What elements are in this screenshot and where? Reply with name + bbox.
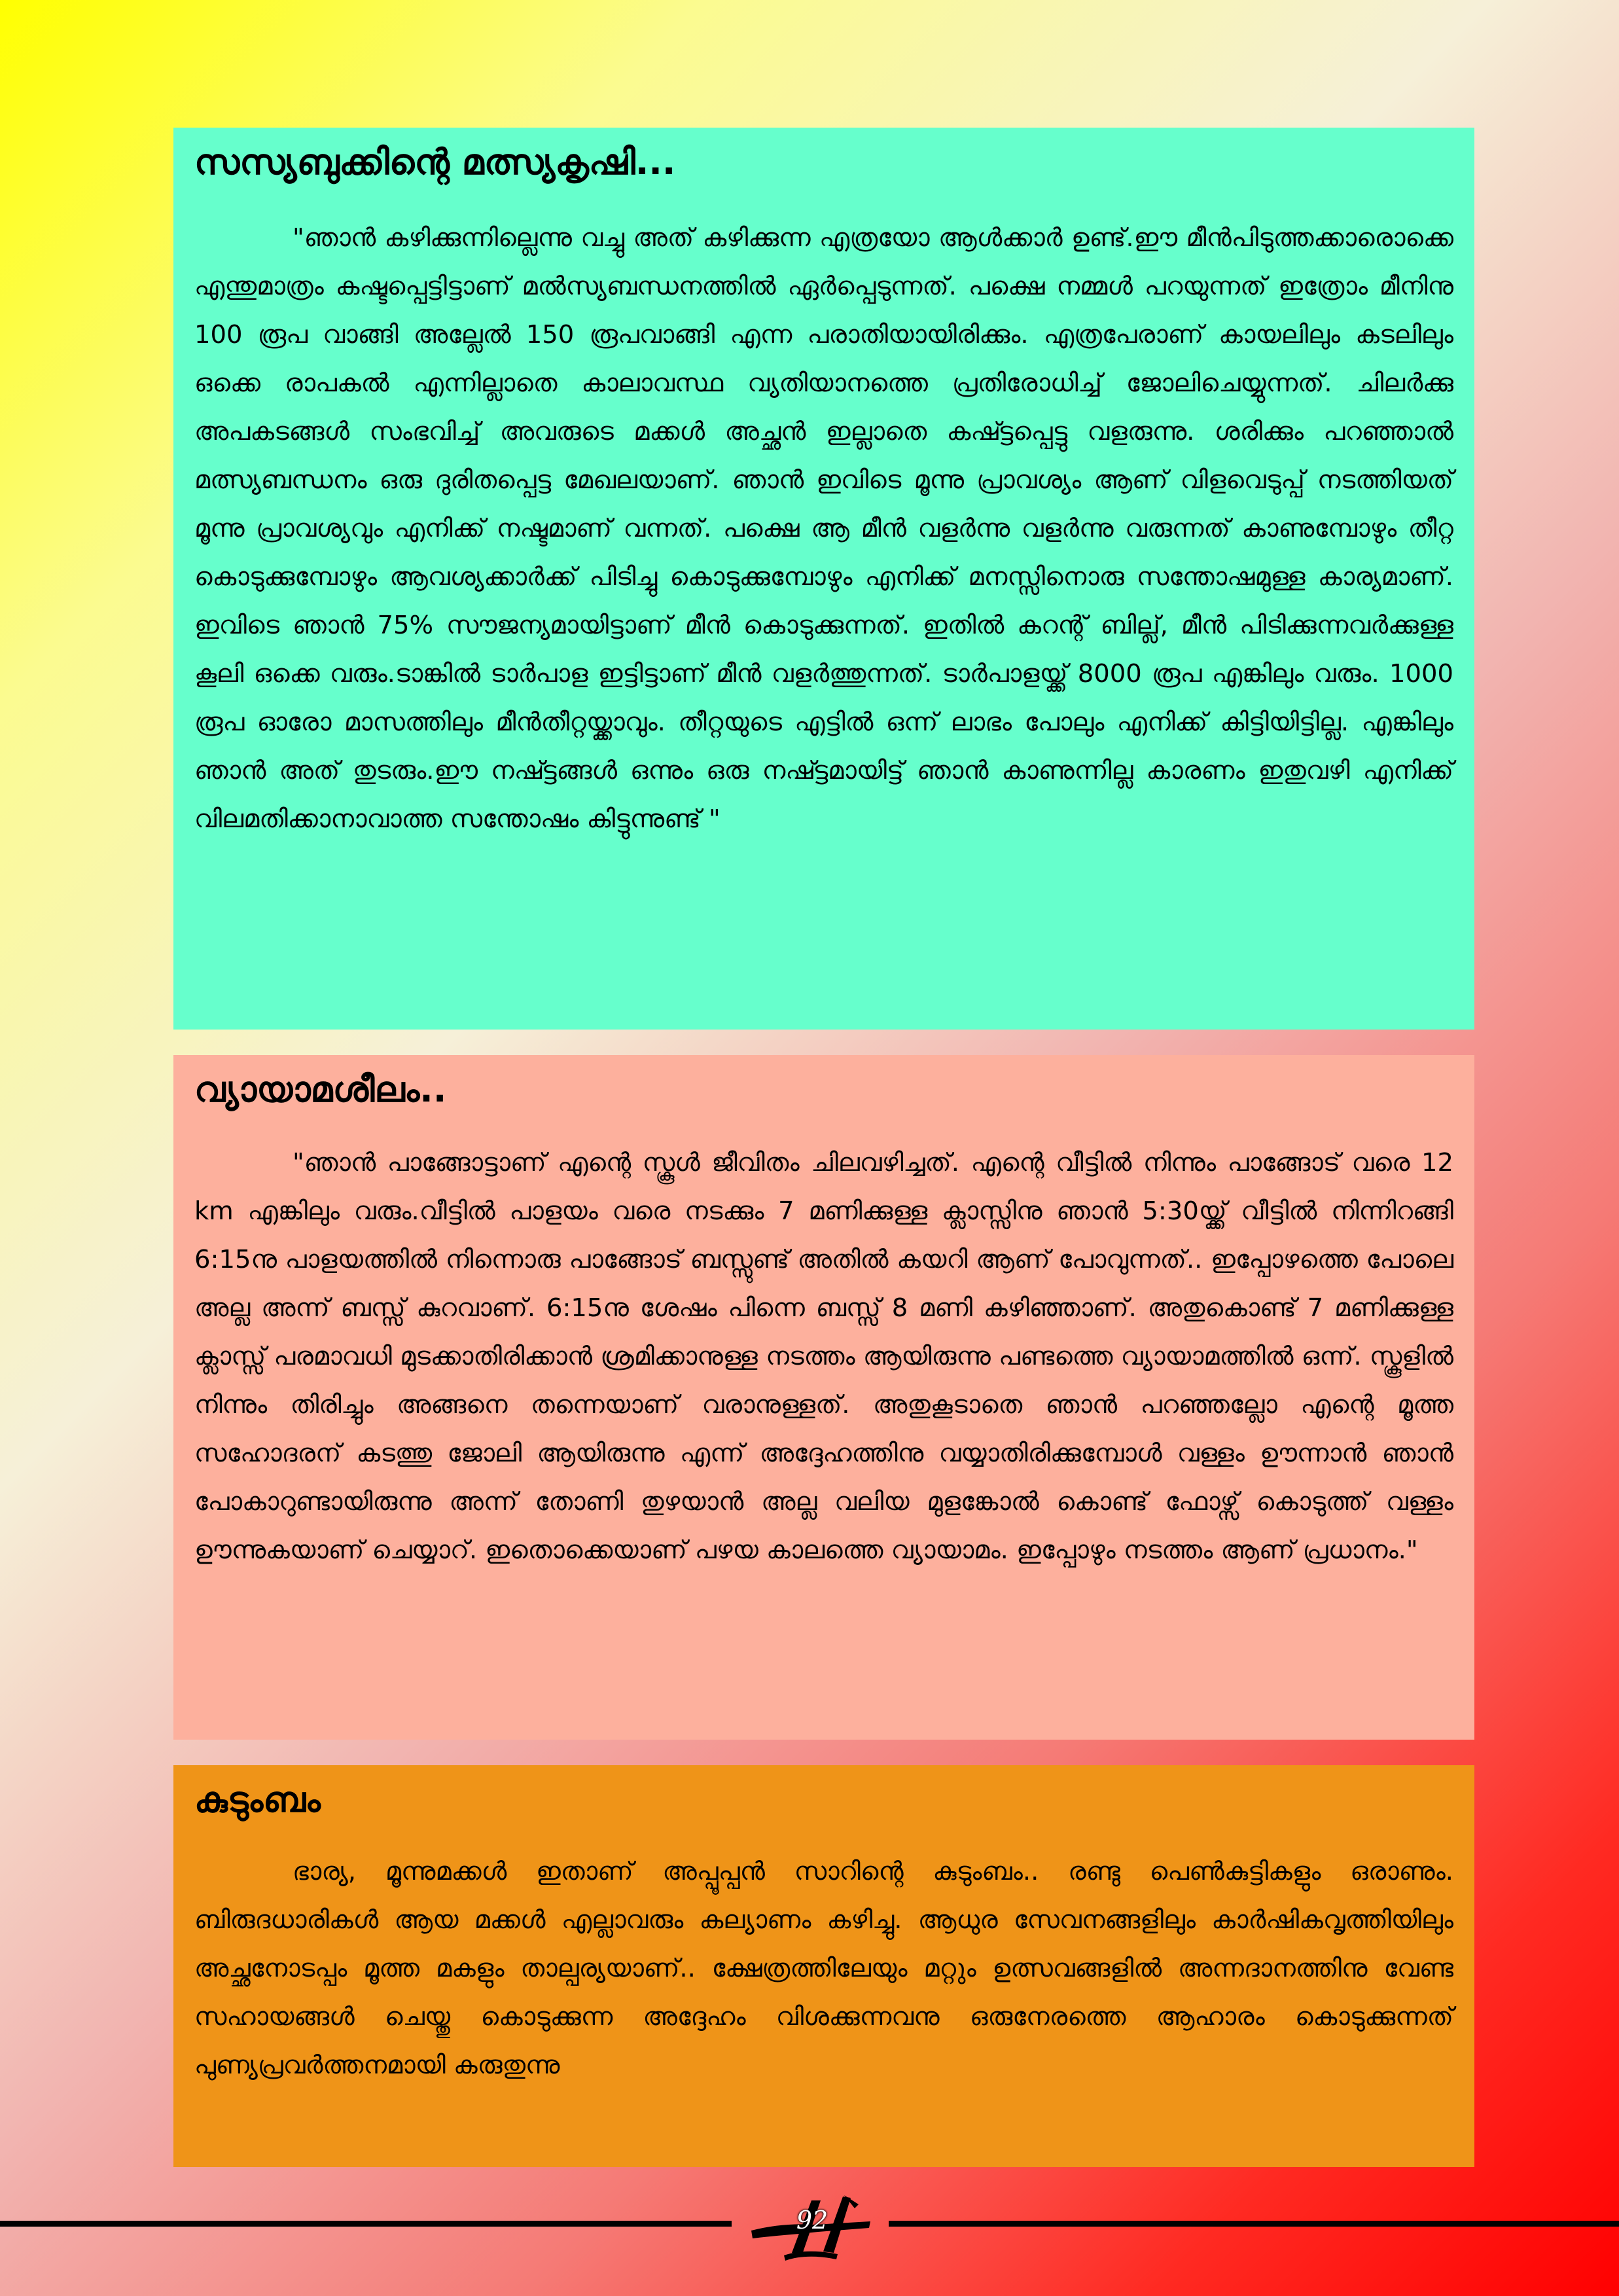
page-number: 92: [796, 2206, 828, 2234]
section-title: കുടുംബം: [194, 1779, 321, 1820]
section-fish-farming: [173, 128, 1474, 1030]
section-body: "ഞാൻ കഴിക്കുന്നില്ലെന്നു വച്ചു അത് കഴിക്കുന്ന എത്രയോ ആൾക്കാർ ഉണ്ട്.ഈ മീൻപിടുത്തക്കാരൊക്കെ എന്തുമാത്രം കഷ്ടപ്പെട്ടിട്ടാണ് മൽസ്യബന്ധനത്തിൽ ഏർപ്പെടുന്നത്. പക്ഷെ നമ്മൾ പറയുന്നത് ഇത്രോം മീനിനു 100 രൂപ വാങ്ങി അല്ലേൽ 150 രൂപവാങ്ങി എന്ന പരാതിയായിരിക്കും. എത്രപേരാണ് കായലിലും കടലിലും ഒക്കെ രാപകൽ എന്നില്ലാതെ കാലാവസ്ഥ വ്യതിയാനത്തെ പ്രതിരോധിച്ച് ജോലിചെയ്യുന്നത്. ചിലർക്കു അപകടങ്ങൾ സംഭവിച്ച് അവരുടെ മക്കൾ അച്ഛൻ ഇല്ലാതെ കഷ്ട്ടപ്പെട്ടു വളരുന്നു. ശരിക്കും പറഞ്ഞാൽ മത്സ്യബന്ധനം ഒരു ദുരിതപ്പെട്ട മേഖലയാണ്. ഞാൻ ഇവിടെ മൂന്നു പ്രാവശ്യം ആണ് വിളവെടുപ്പ് നടത്തിയത് മൂന്നു പ്രാവശ്യവും എനിക്ക് നഷ്ടമാണ് വന്നത്. പക്ഷെ ആ മീൻ വളർന്നു വളർന്നു വരുന്നത് കാണുമ്പോഴും തീറ്റ കൊടുക്കുമ്പോഴും ആവശ്യക്കാർക്ക് പിടിച്ചു കൊടുക്കുമ്പോഴും എനിക്ക് മനസ്സിനൊരു സന്തോഷമുള്ള കാര്യമാണ്. ഇവിടെ ഞാൻ 75% സൗജന്യമായിട്ടാണ് മീൻ കൊടുക്കുന്നത്. ഇതിൽ കറന്റ് ബില്ല്, മീൻ പിടിക്കുന്നവർക്കുള്ള കൂലി ഒക്കെ വരും.ടാങ്കിൽ ടാർപാള ഇട്ടിട്ടാണ് മീൻ വളർത്തുന്നത്. ടാർപാളയ്ക്ക് 8000 രൂപ എങ്കിലും വരും. 1000 രൂപ ഓരോ മാസത്തിലും മീൻതീറ്റയ്ക്കാവും. തീറ്റയുടെ എട്ടിൽ ഒന്ന് ലാഭം പോലും എനിക്ക് കിട്ടിയിട്ടില്ല. എങ്കിലും ഞാൻ അത് തുടരും.ഈ നഷ്ട്ടങ്ങൾ ഒന്നും ഒരു നഷ്ട്ടമായിട്ട് ഞാൻ കാണുന്നില്ല കാരണം ഇതുവഴി എനിക്ക് വിലമതിക്കാനാവാത്ത സന്തോഷം കിട്ടുന്നുണ്ട് ": [194, 223, 1453, 834]
section-title: സസ്യബുക്കിന്റെ മത്സ്യകൃഷി...: [194, 141, 676, 183]
section-exercise-habit: [173, 1055, 1474, 1740]
section-title: വ്യായാമശീലം..: [194, 1069, 447, 1110]
footer-rule-left: [0, 2221, 732, 2227]
page-footer: [0, 2193, 1619, 2265]
footer-rule-right: [889, 2221, 1619, 2227]
section-family: [173, 1765, 1474, 2167]
section-body: "ഞാൻ പാങ്ങോട്ടാണ് എന്റെ സ്കൂൾ ജീവിതം ചിലവഴിച്ചത്. എന്റെ വീട്ടിൽ നിന്നും പാങ്ങോട് വരെ 12 km എങ്കിലും വരും.വീട്ടിൽ പാളയം വരെ നടക്കും 7 മണിക്കുള്ള ക്ലാസ്സിനു ഞാൻ 5:30യ്ക്ക് വീട്ടിൽ നിന്നിറങ്ങി 6:15നു പാളയത്തിൽ നിന്നൊരു പാങ്ങോട് ബസ്സുണ്ട് അതിൽ കയറി ആണ് പോവുന്നത്.. ഇപ്പോഴത്തെ പോലെ അല്ല അന്ന് ബസ്സ് കുറവാണ്. 6:15നു ശേഷം പിന്നെ ബസ്സ് 8 മണി കഴിഞ്ഞാണ്. അതുകൊണ്ട് 7 മണിക്കുള്ള ക്ലാസ്സ് പരമാവധി മുടക്കാതിരിക്കാൻ ശ്രമിക്കാനുള്ള നടത്തം ആയിരുന്നു പണ്ടത്തെ വ്യായാമത്തിൽ ഒന്ന്. സ്കൂളിൽ നിന്നും തിരിച്ചും അങ്ങനെ തന്നെയാണ് വരാനുള്ളത്. അതുകൂടാതെ ഞാൻ പറഞ്ഞല്ലോ എന്റെ മൂത്ത സഹോദരന് കടത്തു ജോലി ആയിരുന്നു എന്ന് അദ്ദേഹത്തിനു വയ്യാതിരിക്കുമ്പോൾ വള്ളം ഊന്നാൻ ഞാൻ പോകാറുണ്ടായിരുന്നു അന്ന് തോണി തുഴയാൻ അല്ല വലിയ മുളങ്കോൽ കൊണ്ട് ഫോഴ്സ് കൊടുത്ത് വള്ളം ഊന്നുകയാണ് ചെയ്യാറ്. ഇതൊക്കെയാണ് പഴയ കാലത്തെ വ്യായാമം. ഇപ്പോഴും നടത്തം ആണ് പ്രധാനം.": [194, 1148, 1453, 1565]
section-body: ഭാര്യ, മൂന്നുമക്കൾ ഇതാണ് അപ്പൂപ്പൻ സാറിന്റെ കുടുംബം.. രണ്ടു പെൺകുട്ടികളും ഒരാണും. ബിരുദധാരികൾ ആയ മക്കൾ എല്ലാവരും കല്യാണം കഴിച്ചു. ആധുര സേവനങ്ങളിലും കാർഷികവൃത്തിയിലും അച്ഛനോടപ്പം മൂത്ത മകളും താല്പര്യയാണ്.. ക്ഷേത്രത്തിലേയും മറ്റും ഉത്സവങ്ങളിൽ അന്നദാനത്തിനു വേണ്ട സഹായങ്ങൾ ചെയ്തു കൊടുക്കുന്ന അദ്ദേഹം വിശക്കുന്നവനു ഒരുനേരത്തെ ആഹാരം കൊടുക്കുന്നത് പുണ്യപ്രവർത്തനമായി കരുതുന്നു: [194, 1857, 1453, 2080]
